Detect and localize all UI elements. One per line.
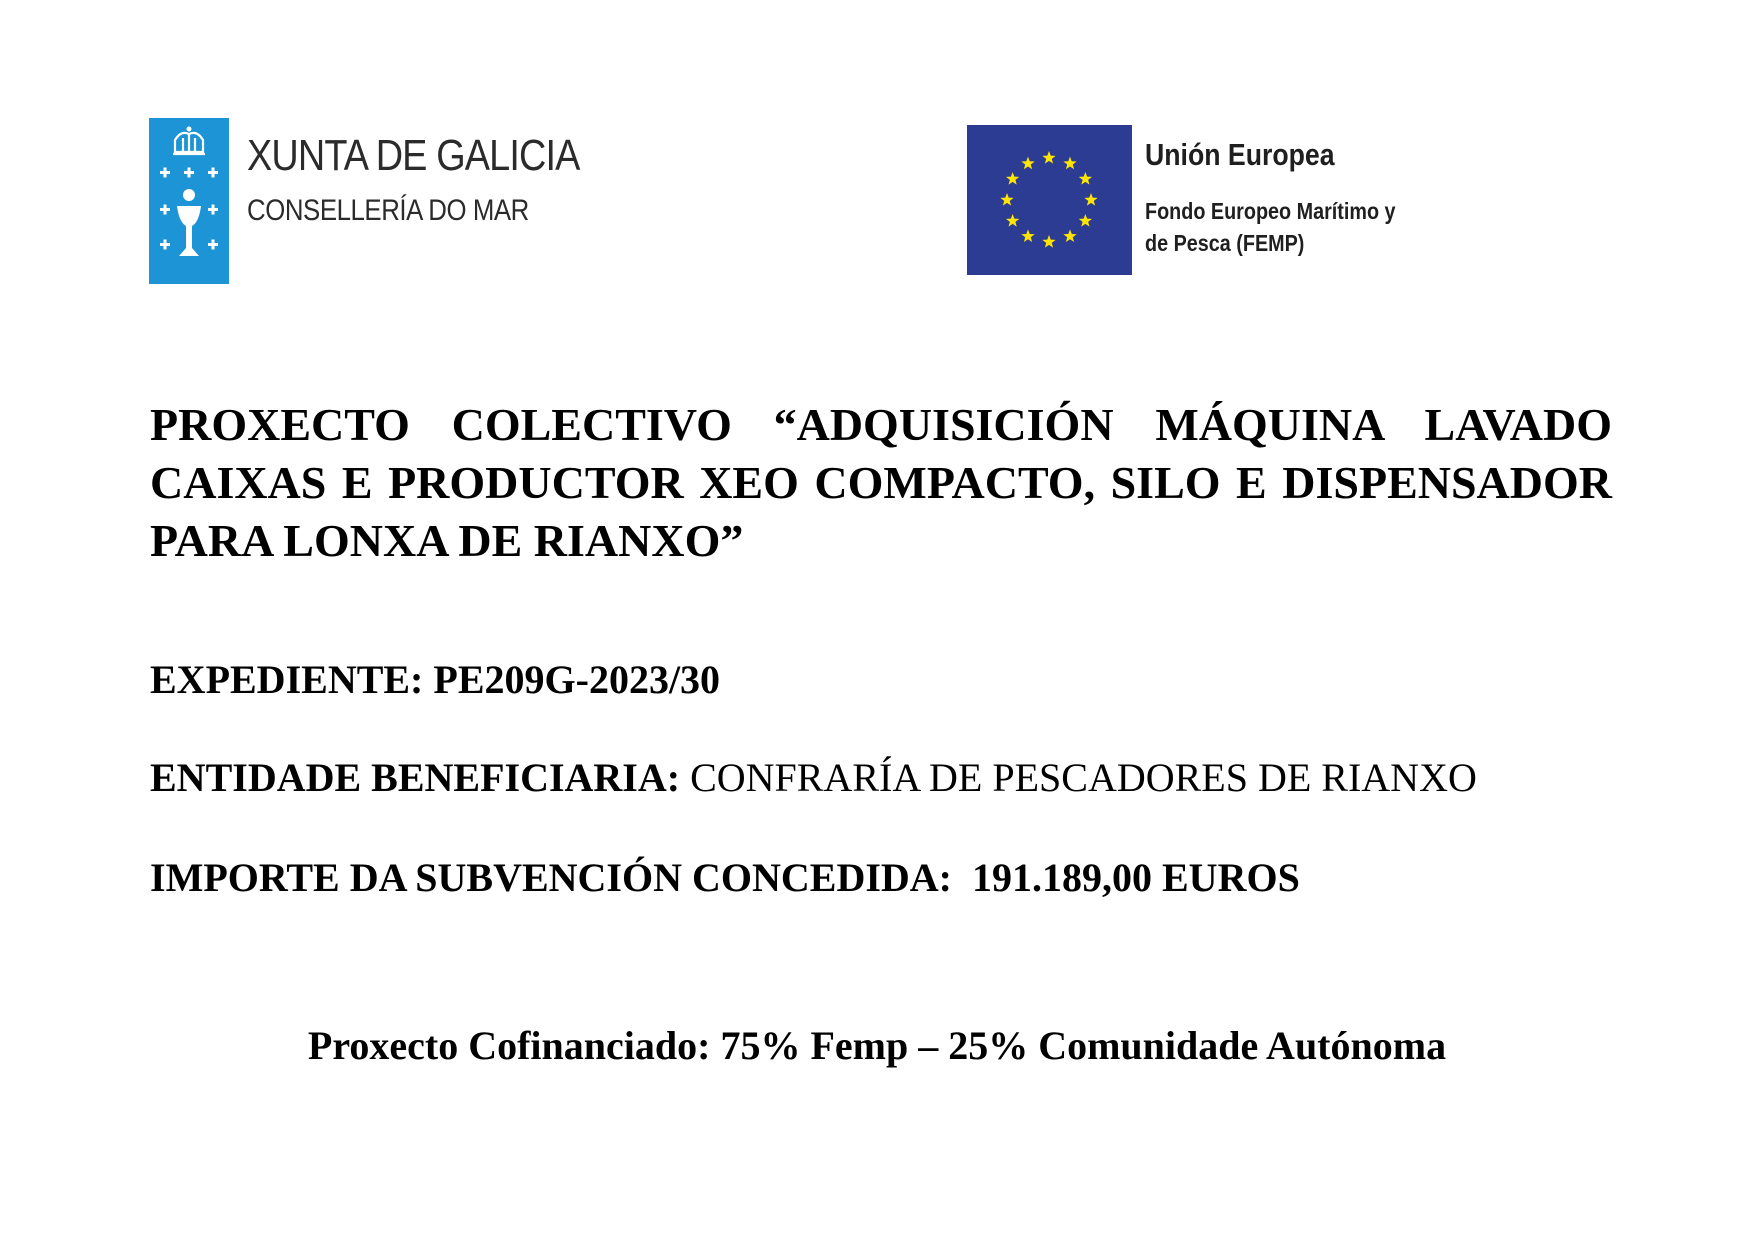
entidade-field [150, 754, 1477, 801]
eu-flag-icon [967, 125, 1132, 275]
eu-fund-line-1: Fondo Europeo Marítimo y [1145, 198, 1396, 224]
entidade-label: ENTIDADE BENEFICIARIA: [150, 755, 681, 800]
eu-fund-name [1145, 195, 1396, 259]
xunta-de-galicia-logo [149, 118, 649, 284]
expediente-value: PE209G-2023/30 [433, 657, 721, 702]
importe-label: IMPORTE DA SUBVENCIÓN CONCEDIDA: [150, 855, 952, 900]
entidade-value: CONFRARÍA DE PESCADORES DE RIANXO [690, 755, 1477, 800]
eu-title: Unión Europea [1145, 137, 1335, 172]
expediente-field [150, 656, 720, 703]
xunta-subtitle: CONSELLERÍA DO MAR [247, 194, 529, 227]
cofinanciado-note: Proxecto Cofinanciado: 75% Femp – 25% Comunidade Autónoma [307, 1023, 1447, 1068]
project-title: PROXECTO COLECTIVO “ADQUISICIÓN MÁQUINA LAVADO CAIXAS E PRODUCTOR XEO COMPACTO, SILO E DISPENSADOR PARA LONXA DE RIANXO” [150, 399, 1612, 566]
eu-fund-line-2: de Pesca (FEMP) [1145, 230, 1305, 256]
xunta-title: XUNTA DE GALICIA [247, 131, 580, 180]
importe-value: 191.189,00 EUROS [972, 855, 1300, 900]
expediente-label: EXPEDIENTE: [150, 657, 424, 702]
galicia-shield-icon [149, 118, 229, 284]
importe-field [150, 854, 1300, 901]
union-europea-logo [967, 125, 1427, 277]
